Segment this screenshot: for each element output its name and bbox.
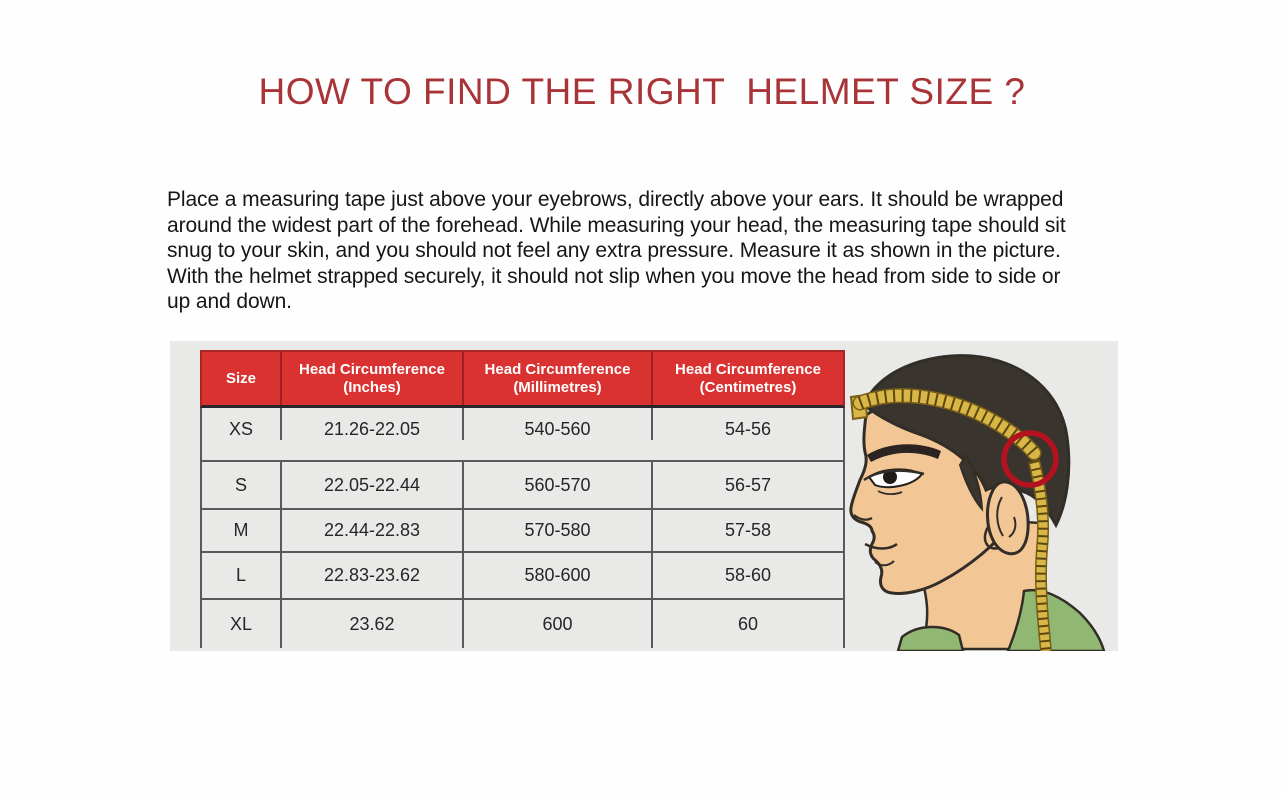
inches-cell: 21.26-22.05 xyxy=(282,408,464,440)
millimetres-cell: 580-600 xyxy=(464,553,653,598)
size-cell: XL xyxy=(202,600,282,648)
inches-cell: 22.05-22.44 xyxy=(282,462,464,508)
size-cell: S xyxy=(202,462,282,508)
table-row xyxy=(202,460,843,508)
intro-line: With the helmet strapped securely, it should not slip when you move the head from side to side or xyxy=(167,264,1061,288)
intro-line: around the widest part of the forehead. While measuring your head, the measuring tape should sit xyxy=(167,213,1066,237)
column-header-millimetres xyxy=(464,352,653,405)
inches-cell: 23.62 xyxy=(282,600,464,648)
column-header-label: Size xyxy=(225,369,256,387)
table-row xyxy=(202,598,843,648)
millimetres-cell: 540-560 xyxy=(464,408,653,440)
table-row xyxy=(202,508,843,551)
intro-paragraph xyxy=(167,187,1127,315)
millimetres-cell: 600 xyxy=(464,600,653,648)
inches-cell: 22.83-23.62 xyxy=(282,553,464,598)
head-measurement-illustration xyxy=(830,341,1118,651)
column-header-size xyxy=(202,352,282,405)
centimetres-cell: 57-58 xyxy=(724,520,772,540)
size-table-header-row xyxy=(200,350,845,408)
centimetres-cell: 60 xyxy=(737,613,759,634)
page-title: HOW TO FIND THE RIGHT HELMET SIZE ? xyxy=(258,71,1026,112)
column-header-unit: (Inches) xyxy=(343,378,401,396)
size-cell: XS xyxy=(202,408,282,440)
centimetres-cell: 54-56 xyxy=(724,419,772,439)
millimetres-cell: 560-570 xyxy=(464,462,653,508)
centimetres-cell: 58-60 xyxy=(724,565,772,585)
size-chart-panel xyxy=(170,341,1118,651)
table-row xyxy=(202,551,843,598)
table-row xyxy=(202,408,843,460)
size-table-body xyxy=(200,408,845,648)
size-cell: L xyxy=(202,553,282,598)
column-header-unit: (Centimetres) xyxy=(699,378,797,396)
column-header-label: Head Circumference xyxy=(675,360,821,378)
size-table xyxy=(200,350,845,648)
intro-line: snug to your skin, and you should not feel any extra pressure. Measure it as shown in the picture. xyxy=(167,239,1061,262)
shirt-collar xyxy=(898,627,963,651)
size-cell: M xyxy=(202,510,282,551)
ear xyxy=(987,482,1028,554)
shirt-shoulder xyxy=(1008,590,1104,651)
column-header-centimetres xyxy=(653,352,843,405)
intro-line: Place a measuring tape just above your eyebrows, directly above your ears. It should be wrapped xyxy=(167,188,1064,211)
centimetres-cell: 56-57 xyxy=(724,474,772,495)
column-header-label: Head Circumference xyxy=(484,360,631,378)
millimetres-cell: 570-580 xyxy=(464,510,653,551)
column-header-inches xyxy=(282,352,464,405)
inches-cell: 22.44-22.83 xyxy=(282,510,464,551)
column-header-unit: (Millimetres) xyxy=(513,378,602,396)
column-header-label: Head Circumference xyxy=(299,360,445,378)
intro-line: up and down. xyxy=(167,290,292,313)
